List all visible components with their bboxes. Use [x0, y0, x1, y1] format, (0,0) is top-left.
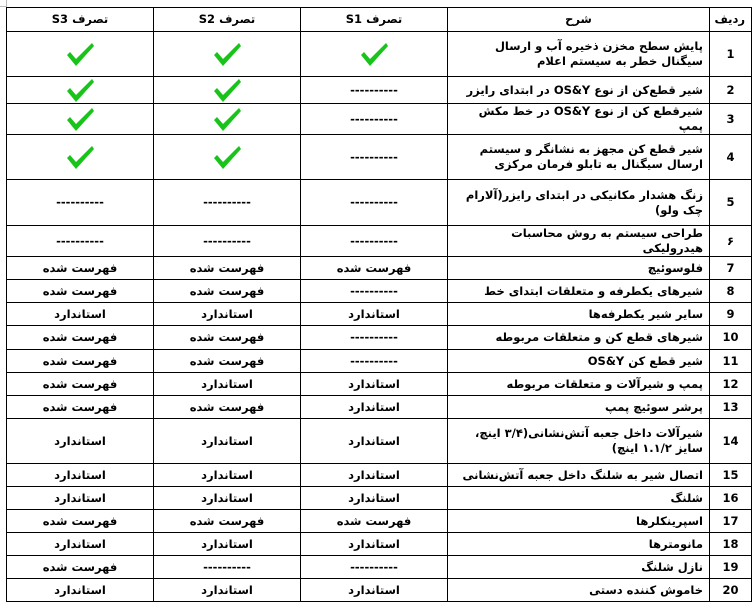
cell-s3-value: استاندارد — [7, 464, 154, 487]
cell-corner-mark — [0, 0, 7, 7]
row-description: فلوسوئیچ — [448, 257, 710, 280]
table-row — [7, 226, 752, 257]
cell-s3-value: فهرست شده — [7, 326, 154, 350]
cell-s2-value: ---------- — [154, 556, 301, 579]
row-description: شیرهای قطع کن و متعلقات مربوطه — [448, 326, 710, 350]
table-row — [7, 464, 752, 487]
cell-s1-value: استاندارد — [301, 396, 448, 419]
table-row — [7, 135, 752, 180]
cell-s3-value: استاندارد — [7, 533, 154, 556]
cell-s3-value: ---------- — [7, 180, 154, 226]
cell-s2-value: استاندارد — [154, 373, 301, 396]
cell-s1-value: ---------- — [301, 104, 448, 135]
table-row — [7, 579, 752, 602]
header-s1: تصرف S1 — [301, 8, 448, 32]
checkmark-icon — [212, 77, 242, 103]
row-description: شیر قطع‌کن از نوع OS&Y در ابتدای رایزر — [448, 77, 710, 104]
table-row — [7, 396, 752, 419]
cell-s2-value: فهرست شده — [154, 350, 301, 373]
cell-s2-value: فهرست شده — [154, 326, 301, 350]
table-row — [7, 180, 752, 226]
row-number: 1 — [710, 32, 752, 77]
cell-s2-value: استاندارد — [154, 579, 301, 602]
table-row — [7, 77, 752, 104]
cell-s1-value: ---------- — [301, 135, 448, 180]
row-number: 19 — [710, 556, 752, 579]
table-row — [7, 32, 752, 77]
row-number: 12 — [710, 373, 752, 396]
checkmark-icon — [65, 144, 95, 170]
row-description: طراحی سیستم به روش محاسبات هیدرولیکی — [448, 226, 710, 257]
row-description: شیر قطع کن مجهز به نشانگر و سیستم ارسال سیگنال به تابلو فرمان مرکزی — [448, 135, 710, 180]
header-s2: تصرف S2 — [154, 8, 301, 32]
row-description: مانومترها — [448, 533, 710, 556]
header-desc: شرح — [448, 8, 710, 32]
cell-s1-value: استاندارد — [301, 419, 448, 464]
table-row — [7, 533, 752, 556]
cell-s3-value: استاندارد — [7, 579, 154, 602]
cell-s1-value: ---------- — [301, 226, 448, 257]
cell-s1-value: ---------- — [301, 280, 448, 303]
row-description: پمپ و شیرآلات و متعلقات مربوطه — [448, 373, 710, 396]
cell-s3-check — [7, 135, 154, 180]
row-number: 9 — [710, 303, 752, 326]
checkmark-icon — [359, 41, 389, 67]
table-row — [7, 350, 752, 373]
cell-s2-value: فهرست شده — [154, 280, 301, 303]
cell-s3-value: فهرست شده — [7, 257, 154, 280]
cell-s2-value: استاندارد — [154, 487, 301, 510]
cell-s3-value: ---------- — [7, 226, 154, 257]
table-row — [7, 257, 752, 280]
header-num: ردیف — [710, 8, 752, 32]
cell-s3-check — [7, 32, 154, 77]
row-number: 15 — [710, 464, 752, 487]
cell-s2-value: فهرست شده — [154, 396, 301, 419]
cell-s1-check — [301, 32, 448, 77]
cell-s3-value: استاندارد — [7, 419, 154, 464]
cell-s1-value: ---------- — [301, 556, 448, 579]
cell-s3-value: استاندارد — [7, 487, 154, 510]
table-row — [7, 419, 752, 464]
cell-s3-value: فهرست شده — [7, 350, 154, 373]
cell-s1-value: ---------- — [301, 326, 448, 350]
cell-s2-check — [154, 135, 301, 180]
row-number: 2 — [710, 77, 752, 104]
row-number: 4 — [710, 135, 752, 180]
cell-s1-value: ---------- — [301, 77, 448, 104]
checkmark-icon — [65, 41, 95, 67]
row-description: شیرآلات داخل جعبه آتش‌نشانی(۳/۴ اینچ، سایز ۱.۱/۲ اینچ) — [448, 419, 710, 464]
table-row — [7, 373, 752, 396]
row-description: شیر قطع کن OS&Y — [448, 350, 710, 373]
header-row — [7, 8, 752, 32]
cell-s3-value: فهرست شده — [7, 556, 154, 579]
row-description: خاموش کننده دستی — [448, 579, 710, 602]
row-description: اتصال شیر به شلنگ داخل جعبه آتش‌نشانی — [448, 464, 710, 487]
table-row — [7, 280, 752, 303]
row-description: شیرقطع کن از نوع OS&Y در خط مکش پمپ — [448, 104, 710, 135]
cell-s2-value: استاندارد — [154, 419, 301, 464]
checkmark-icon — [65, 77, 95, 103]
row-number: 8 — [710, 280, 752, 303]
cell-s2-check — [154, 104, 301, 135]
cell-s1-value: استاندارد — [301, 533, 448, 556]
cell-s2-check — [154, 77, 301, 104]
row-description: شلنگ — [448, 487, 710, 510]
cell-s2-value: فهرست شده — [154, 510, 301, 533]
cell-s1-value: استاندارد — [301, 303, 448, 326]
cell-s3-value: فهرست شده — [7, 510, 154, 533]
requirements-table — [6, 7, 752, 602]
checkmark-icon — [212, 41, 242, 67]
row-number: ۶ — [710, 226, 752, 257]
cell-s2-value: ---------- — [154, 180, 301, 226]
row-number: 14 — [710, 419, 752, 464]
cell-s3-value: فهرست شده — [7, 396, 154, 419]
cell-s1-value: استاندارد — [301, 579, 448, 602]
row-description: زنگ هشدار مکانیکی در ابتدای رایزر(آلارام چک ولو) — [448, 180, 710, 226]
row-description: پایش سطح مخزن ذخیره آب و ارسال سیگنال خطر به سیستم اعلام — [448, 32, 710, 77]
cell-s3-value: فهرست شده — [7, 280, 154, 303]
cell-s2-check — [154, 32, 301, 77]
row-number: 11 — [710, 350, 752, 373]
row-number: 13 — [710, 396, 752, 419]
row-number: 5 — [710, 180, 752, 226]
cell-s1-value: ---------- — [301, 350, 448, 373]
checkmark-icon — [212, 106, 242, 132]
cell-s1-value: فهرست شده — [301, 257, 448, 280]
checkmark-icon — [212, 144, 242, 170]
row-number: 16 — [710, 487, 752, 510]
table-row — [7, 556, 752, 579]
row-description: شیرهای یکطرفه و متعلقات ابتدای خط — [448, 280, 710, 303]
row-description: نازل شلنگ — [448, 556, 710, 579]
cell-s1-value: استاندارد — [301, 373, 448, 396]
cell-s3-value: فهرست شده — [7, 373, 154, 396]
row-number: 20 — [710, 579, 752, 602]
row-description: پرشر سوئیچ پمپ — [448, 396, 710, 419]
cell-s1-value: استاندارد — [301, 464, 448, 487]
table-body — [7, 32, 752, 602]
cell-s2-value: استاندارد — [154, 464, 301, 487]
row-number: 7 — [710, 257, 752, 280]
cell-s1-value: فهرست شده — [301, 510, 448, 533]
row-number: 10 — [710, 326, 752, 350]
cell-s3-check — [7, 77, 154, 104]
cell-s2-value: فهرست شده — [154, 257, 301, 280]
row-description: سایر شیر یکطرفه‌ها — [448, 303, 710, 326]
table-row — [7, 104, 752, 135]
cell-s2-value: استاندارد — [154, 533, 301, 556]
row-description: اسپرینکلرها — [448, 510, 710, 533]
cell-s2-value: ---------- — [154, 226, 301, 257]
table-row — [7, 326, 752, 350]
row-number: 3 — [710, 104, 752, 135]
cell-s3-value: استاندارد — [7, 303, 154, 326]
cell-s1-value: ---------- — [301, 180, 448, 226]
table-row — [7, 510, 752, 533]
cell-s1-value: استاندارد — [301, 487, 448, 510]
table-row — [7, 487, 752, 510]
row-number: 17 — [710, 510, 752, 533]
cell-s3-check — [7, 104, 154, 135]
cell-s2-value: استاندارد — [154, 303, 301, 326]
checkmark-icon — [65, 106, 95, 132]
header-s3: تصرف S3 — [7, 8, 154, 32]
row-number: 18 — [710, 533, 752, 556]
table-row — [7, 303, 752, 326]
